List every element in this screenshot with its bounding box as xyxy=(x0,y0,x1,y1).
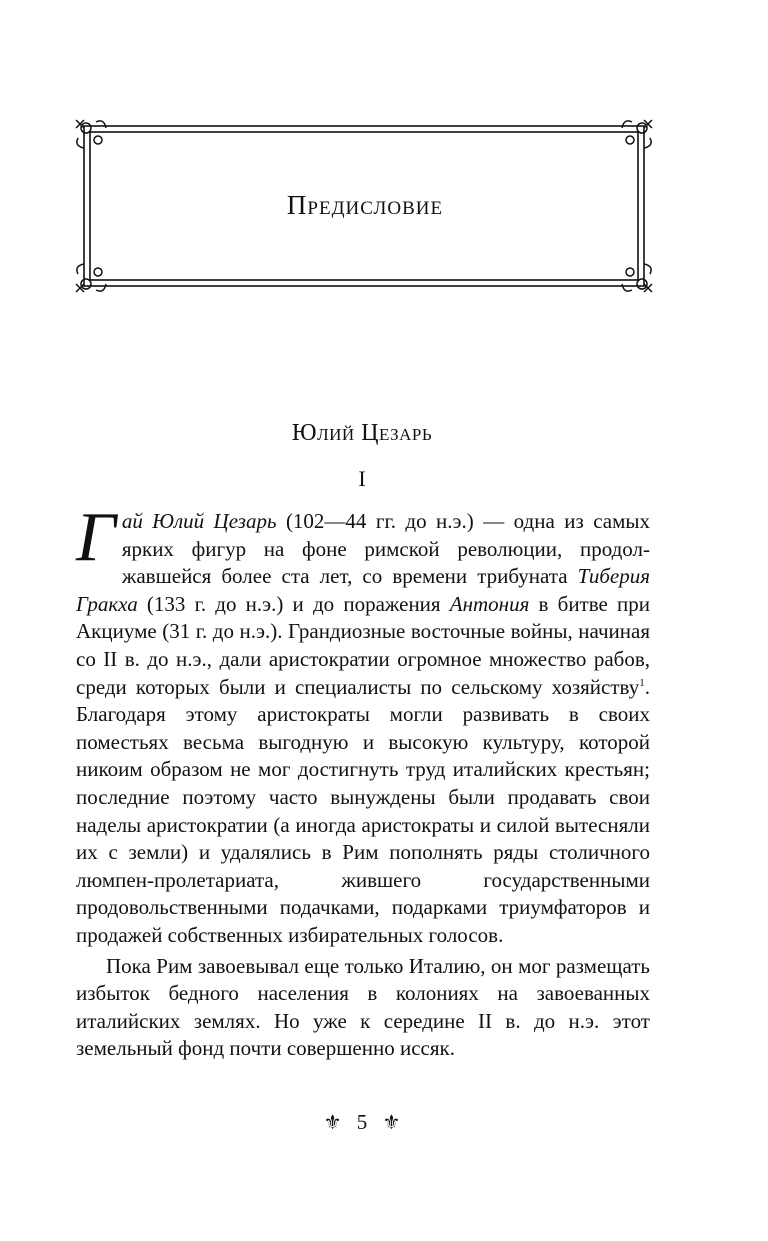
text-span: в битве при Акциуме (31 г. до н.э.). Грандиозные восточные войны, начиная со II в. до н.э., дали аристократии огромное множество рабов, среди которых были и специалисты по сельскому хозяйству xyxy=(76,591,651,699)
ornament-left-icon: ⚜ xyxy=(323,1112,342,1134)
body-text xyxy=(76,499,651,1063)
header-frame xyxy=(0,0,768,320)
page-title: Предисловие xyxy=(286,190,444,220)
text-span: . Благодаря этому аристократы могли развивать в своих поместьях весьма выгодную и высокую культуру, которой никоим образом не мог достигнуть труд италийских крестьян; последние поэтому часто вынуждены были продавать свои наделы аристократии (а иногда аристократы и силой вытесняли их с земли) и удалялись в Рим пополнять ряды столичного люмпен-пролетариата, жившего государственными продовольственными подачками, подарками триумфаторов и продажей собственных избирательных голосов. xyxy=(76,674,650,947)
page-footer xyxy=(74,1110,650,1135)
chapter-title: Юлий Цезарь xyxy=(291,420,433,446)
text-span: (102—44 гг. до н.э.) — одна из самых ярких фигур на фоне римской революции, продолжавшейся более ста лет, со времени трибуната xyxy=(121,509,650,589)
text-span: Тиберия Гракха xyxy=(76,564,650,616)
text-span: Антония xyxy=(449,591,530,616)
paragraph-2: Пока Рим завоевывал еще только Италию, он мог размещать избыток бедного населения в колониях на завоеванных италийских землях. Но уже к середине II в. до н.э. этот земельный фонд почти совершенно иссяк. xyxy=(76,953,650,1061)
footnote-marker[interactable]: 1 xyxy=(639,676,645,689)
text-span: (133 г. до н.э.) и до поражения xyxy=(137,591,450,616)
ornament-right-icon: ⚜ xyxy=(382,1112,401,1134)
paragraph-1 xyxy=(76,499,651,950)
section-number: I xyxy=(358,466,366,491)
text-span: ай Юлий Цезарь xyxy=(121,509,277,533)
page-number: 5 xyxy=(356,1110,368,1134)
drop-cap: Г xyxy=(76,499,116,576)
